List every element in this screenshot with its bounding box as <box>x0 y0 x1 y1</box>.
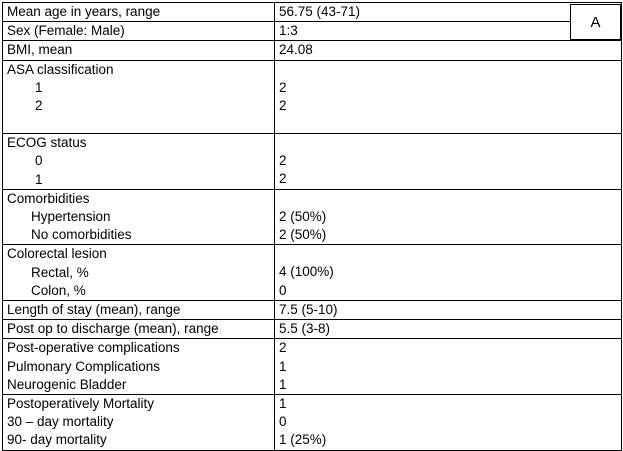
sub-value: 2 <box>279 79 287 95</box>
panel-label: A <box>570 4 621 40</box>
row-label: ASA classification <box>7 61 114 77</box>
row-value: 1 <box>279 358 287 374</box>
row-label: Comorbidities <box>7 190 90 206</box>
row-label: 90- day mortality <box>7 432 107 448</box>
table-row <box>3 3 622 22</box>
row-value: 1 <box>279 396 287 412</box>
row-value: 1 <box>279 376 287 392</box>
row-label: Colorectal lesion <box>7 246 107 262</box>
sub-value: 2 (50%) <box>279 227 327 243</box>
row-value: 24.08 <box>275 41 622 60</box>
table-row <box>3 301 622 320</box>
row-label: ECOG status <box>7 135 87 151</box>
row-value: 0 <box>279 414 287 430</box>
sub-value: 2 (50%) <box>279 208 327 224</box>
row-value: 56.75 (43-71) <box>275 3 622 22</box>
table-row <box>3 41 622 60</box>
table-row <box>3 395 622 451</box>
sub-label: No comorbidities <box>31 227 132 243</box>
table-row <box>3 339 622 395</box>
sub-value: 2 <box>279 171 287 187</box>
table-row <box>3 22 622 41</box>
sub-value: 2 <box>279 97 287 113</box>
row-value: 1:3 <box>275 22 622 41</box>
patient-characteristics-table <box>2 2 622 451</box>
row-value: 5.5 (3-8) <box>275 320 622 339</box>
row-value: 2 <box>279 340 287 356</box>
row-value: 7.5 (5-10) <box>275 301 622 320</box>
sub-value: 0 <box>279 282 287 298</box>
sub-label: Colon, % <box>31 282 86 298</box>
row-label: Sex (Female: Male) <box>3 22 275 41</box>
row-label: Postoperatively Mortality <box>7 396 155 412</box>
sub-label: Rectal, % <box>31 264 89 280</box>
row-label: Neurogenic Bladder <box>7 376 127 392</box>
table-row <box>3 320 622 339</box>
table-row <box>3 189 622 245</box>
sub-label: 2 <box>35 98 43 114</box>
row-label: Mean age in years, range <box>3 3 275 22</box>
sub-label: Hypertension <box>31 209 111 225</box>
table-row <box>3 60 622 134</box>
row-label: Post op to discharge (mean), range <box>3 320 275 339</box>
row-label: Post-operative complications <box>7 340 180 356</box>
table-row <box>3 245 622 301</box>
table-row <box>3 134 622 190</box>
row-value: 1 (25%) <box>279 432 327 448</box>
sub-label: 1 <box>35 171 43 187</box>
sub-label: 1 <box>35 79 43 95</box>
sub-value: 4 (100%) <box>279 264 334 280</box>
row-label: Length of stay (mean), range <box>3 301 275 320</box>
sub-label: 0 <box>35 153 43 169</box>
row-label: Pulmonary Complications <box>7 358 161 374</box>
row-label: BMI, mean <box>3 41 275 60</box>
row-label: 30 – day mortality <box>7 414 114 430</box>
sub-value: 2 <box>279 153 287 169</box>
